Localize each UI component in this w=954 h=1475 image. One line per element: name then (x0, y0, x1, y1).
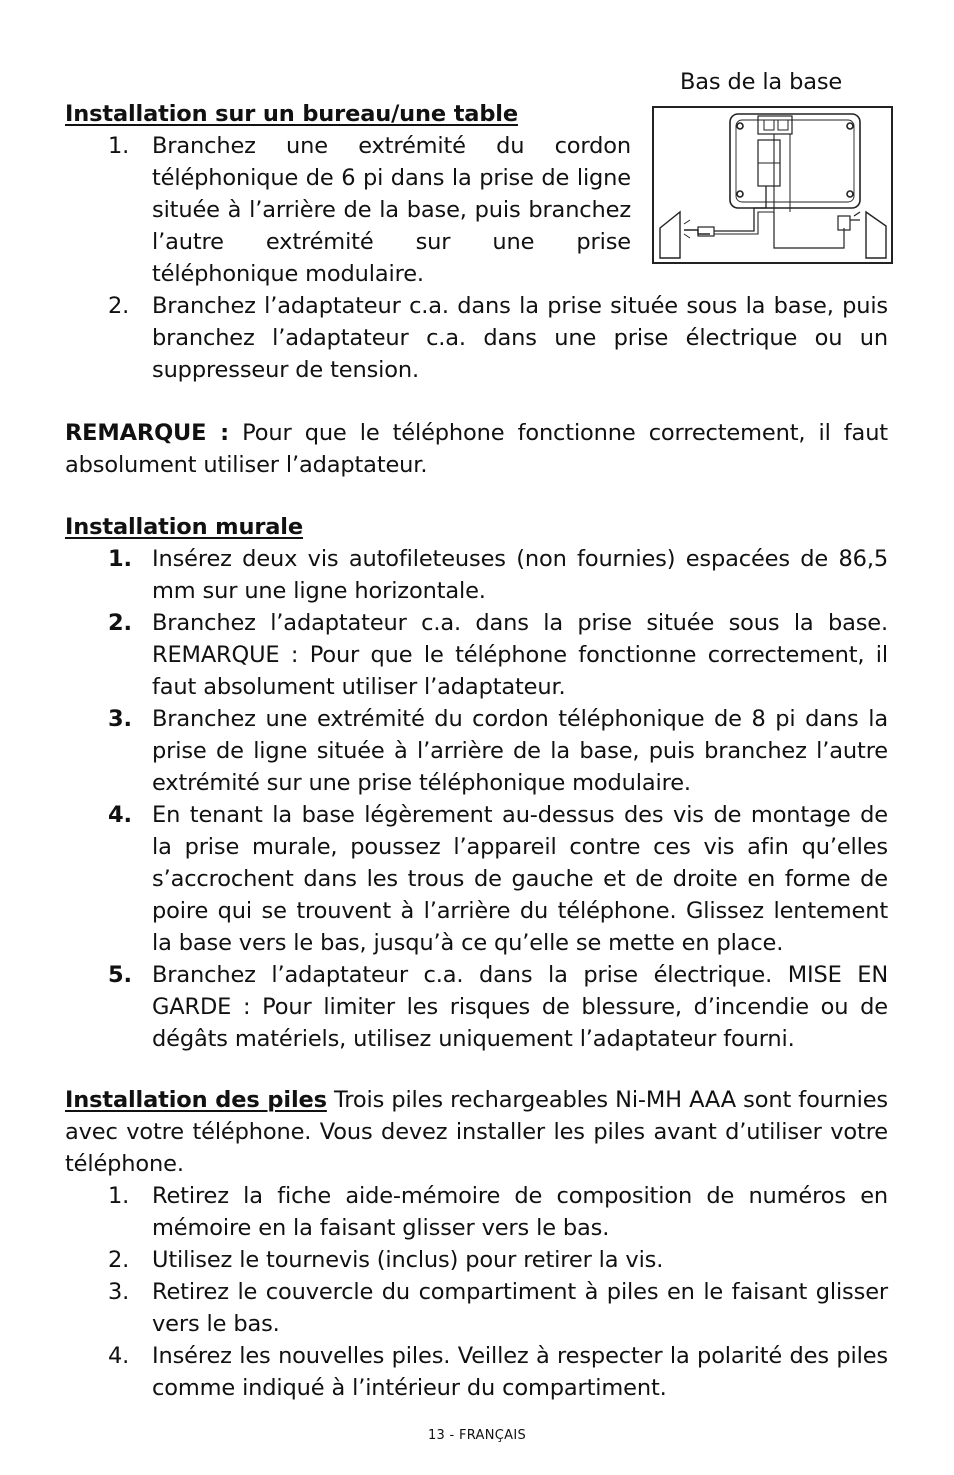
list-item (65, 1340, 888, 1404)
list-item (65, 607, 888, 703)
step-text: Branchez une extrémité du cordon téléphonique de 6 pi dans la prise de ligne située à l’arrière de la base, puis branchez l’autre extrémité sur une prise téléphonique modulaire. (152, 133, 631, 287)
list-item (65, 703, 888, 799)
note-text: Pour que le téléphone fonctionne correctement, il faut absolument utiliser l’adaptateur. (65, 420, 888, 478)
step-text: En tenant la base légèrement au-dessus des vis de montage de la prise murale, poussez l’appareil contre ces vis afin qu’elles s’accrochent dans les trous de gauche et de droite en forme de poire qui se trouvent à l’arrière du téléphone. Glissez lentement la base vers le bas, jusqu’à ce qu’elle se mette en place. (152, 802, 888, 956)
step-text: Branchez l’adaptateur c.a. dans la prise située sous la base. REMARQUE : Pour que le téléphone fonctionne correctement, il faut absolument utiliser l’adaptateur. (152, 610, 888, 700)
wall-steps-list (65, 543, 888, 1055)
battery-steps-list (65, 1180, 888, 1404)
list-item (65, 543, 888, 607)
step-number: 5. (108, 962, 132, 988)
battery-paragraph (65, 1084, 888, 1180)
step-text: Branchez l’adaptateur c.a. dans la prise électrique. MISE EN GARDE : Pour limiter les risques de blessure, d’incendie ou de dégâts matériels, utilisez uniquement l’adaptateur fourni. (152, 962, 888, 1052)
step-text: Branchez une extrémité du cordon téléphonique de 8 pi dans la prise de ligne située à l’arrière de la base, puis branchez l’autre extrémité sur une prise téléphonique modulaire. (152, 706, 888, 796)
list-item (65, 959, 888, 1055)
step-number: 2. (108, 293, 130, 319)
list-item (65, 1276, 888, 1340)
step-number: 2. (108, 1247, 130, 1273)
step-number: 1. (108, 133, 130, 159)
list-item (65, 290, 888, 386)
step-number: 1. (108, 1183, 130, 1209)
step-text: Utilisez le tournevis (inclus) pour retirer la vis. (152, 1247, 664, 1273)
list-item (65, 1180, 888, 1244)
list-item (65, 130, 631, 290)
page-footer: 13 - FRANÇAIS (427, 1428, 527, 1443)
step-text: Insérez les nouvelles piles. Veillez à respecter la polarité des piles comme indiqué à l’intérieur du compartiment. (152, 1343, 888, 1401)
note-paragraph (65, 417, 888, 481)
figure-caption: Bas de la base (680, 69, 843, 95)
list-item (65, 1244, 888, 1276)
step-number: 4. (108, 1343, 130, 1369)
step-text: Insérez deux vis autofileteuses (non fournies) espacées de 86,5 mm sur une ligne horizontale. (152, 546, 888, 604)
step-text: Branchez l’adaptateur c.a. dans la prise située sous la base, puis branchez l’adaptateur c.a. dans une prise électrique ou un suppresseur de tension. (152, 293, 888, 383)
step-number: 3. (108, 1279, 130, 1305)
step-number: 3. (108, 706, 132, 732)
desk-installation-heading: Installation sur un bureau/une table (65, 101, 518, 127)
step-text: Retirez la fiche aide-mémoire de composition de numéros en mémoire en la faisant glisser vers le bas. (152, 1183, 888, 1241)
battery-installation-heading: Installation des piles (65, 1087, 327, 1113)
step-number: 1. (108, 546, 132, 572)
desk-steps-list (65, 130, 888, 386)
step-text: Retirez le couvercle du compartiment à piles en le faisant glisser vers le bas. (152, 1279, 888, 1337)
step-number: 2. (108, 610, 132, 636)
wall-installation-heading: Installation murale (65, 514, 303, 540)
battery-intro: Trois piles rechargeables Ni-MH AAA sont fournies avec votre téléphone. Vous devez installer les piles avant d’utiliser votre téléphone. (65, 1087, 888, 1177)
list-item (65, 799, 888, 959)
step-number: 4. (108, 802, 132, 828)
note-label: REMARQUE : (65, 420, 230, 446)
